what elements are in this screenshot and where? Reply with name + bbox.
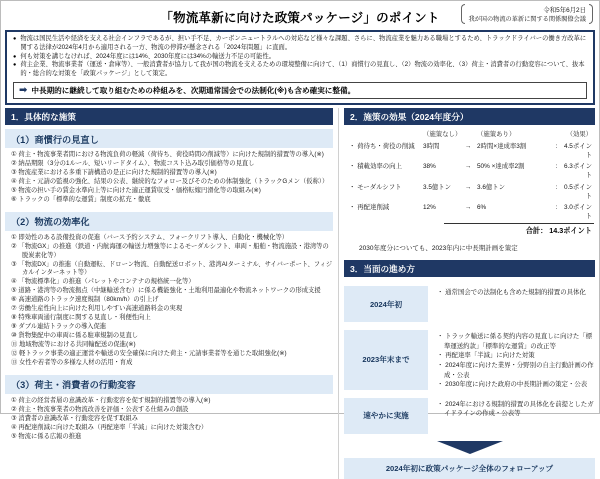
effect-after: 50% ×達成率2割 bbox=[477, 163, 525, 171]
policy-item: ① 荷主・物流事業者間における物流負荷の軽減（荷待ち、荷役時間の削減等）に向けた規制的措置等の導入(※) bbox=[11, 151, 324, 159]
title-row bbox=[5, 3, 595, 30]
summary-bullet bbox=[13, 61, 587, 79]
effect-after: 3.6億トン bbox=[477, 183, 506, 191]
section-3-header: 3．当面の進め方 bbox=[344, 260, 595, 277]
subsection-1-1-header: （1）商慣行の見直し bbox=[5, 129, 333, 148]
policy-item: ① 荷主の経営者層の意識改革・行動変容を促す規制的措置等の導入(※) bbox=[11, 396, 211, 404]
timeline-item: ・ 再配達率「半減」に向けた対策 bbox=[437, 352, 535, 360]
followup-banner: 2024年初に政策パッケージ全体のフォローアップ bbox=[344, 458, 595, 479]
effect-value: 0.5ポイント bbox=[563, 183, 592, 200]
col-header-effect: （効果） bbox=[566, 131, 592, 139]
section-1-header: 1．具体的な施策 bbox=[5, 108, 333, 125]
timeline-item: ・ 2024年度に向けた業界・分野別の自主行動計画の作成・公表 bbox=[437, 361, 594, 379]
arrow-right-icon: → bbox=[465, 183, 472, 191]
effects-table bbox=[344, 125, 595, 252]
effect-row-label: ・ 再配達削減 bbox=[349, 204, 390, 212]
subsection-1-2-header: （2）物流の効率化 bbox=[5, 212, 333, 231]
arrow-note-text: 中長期的に継続して取り組むための枠組みを、次期通常国会での法制化(※)も含め確実に整備。 bbox=[31, 86, 356, 96]
effect-after: 6% bbox=[477, 204, 487, 212]
arrow-note-box bbox=[13, 82, 587, 99]
effect-before: 3.5億トン bbox=[423, 183, 452, 191]
effect-value: 3.0ポイント bbox=[563, 204, 592, 221]
timeline-item: ・ トラック輸送に係る契約内容の見直しに向けた「標準運送約款」「標準的な運賃」の改正等 bbox=[437, 333, 593, 350]
page-title: 「物流革新に向けた政策パッケージ」のポイント bbox=[160, 11, 440, 25]
left-column bbox=[5, 108, 333, 479]
policy-item: ⑦ 労働生産性向上に向けた利用しやすい高速道路料金の実現 bbox=[11, 305, 183, 313]
timeline-row bbox=[344, 286, 595, 322]
timeline-item: ・ 2024年における規制的措置の具体化を前提としたガイドラインの作成・公表等 bbox=[437, 400, 594, 418]
effect-before: 12% bbox=[423, 204, 436, 212]
midterm-plan-note: 2030年度分についても、2023年内に中長期計画を策定 bbox=[359, 245, 518, 253]
subsection-1-3-header: （3）荷主・消費者の行動変容 bbox=[5, 375, 333, 394]
timeline-row bbox=[344, 330, 595, 390]
right-paren-shape bbox=[589, 4, 593, 24]
bullet-icon: ● bbox=[13, 62, 17, 69]
two-column-layout bbox=[5, 108, 595, 479]
bullet-icon: ● bbox=[13, 36, 17, 42]
policy-item: ⑬ 女性や若者等の多様な人材の活用・育成 bbox=[11, 358, 133, 366]
policy-item: ② 「物流GX」の推進（鉄道・内航海運の輸送力増強等によるモーダルシフト、車両・船舶・物流施設・港湾等の脱炭素化等） bbox=[11, 242, 329, 259]
policy-item: ⑤ 道路・港湾等の物流拠点（中継輸送含む）に係る機能強化・土地利用最適化や物流ネットワークの形成支援 bbox=[11, 287, 321, 295]
effect-value: 4.5ポイント bbox=[563, 142, 592, 159]
policy-item: ⑨ ダブル連結トラックの導入促進 bbox=[11, 323, 107, 331]
summary-bullet bbox=[13, 35, 587, 53]
policy-item: ④ 「物流標準化」の推進（パレットやコンテナの規格統一化等） bbox=[11, 278, 195, 286]
down-triangle-icon bbox=[437, 441, 503, 454]
colon-separator: ： bbox=[555, 183, 562, 191]
section-2-header: 2．施策の効果（2024年度分） bbox=[344, 108, 595, 125]
effect-row-label: ・ 積載効率の向上 bbox=[349, 163, 402, 171]
policy-item: ④ 再配達削減に向けた取組み（再配達率「半減」に向けた対策含む） bbox=[11, 423, 208, 431]
policy-item: ③ 物流産業における多重下請構造の是正に向けた規制的措置等の導入(※) bbox=[11, 168, 217, 176]
subsection-1-2-list bbox=[5, 233, 333, 371]
effect-before: 38% bbox=[423, 163, 436, 171]
right-arrow-icon: ➡ bbox=[19, 84, 28, 96]
colon-separator: ： bbox=[555, 163, 562, 171]
arrow-right-icon: → bbox=[465, 163, 472, 171]
subsection-1-3-list bbox=[5, 396, 333, 445]
timeline-label-end-2023: 2023年末まで bbox=[344, 330, 428, 390]
effect-row-label: ・ 荷待ち・荷役の削減 bbox=[349, 142, 415, 150]
effects-total: 合計： 14.3ポイント bbox=[444, 223, 594, 236]
policy-item: ② 荷主・物流事業者の物流改善を評価・公表する仕組みの創設 bbox=[11, 405, 189, 413]
colon-separator: ： bbox=[555, 142, 562, 150]
policy-item: ① 即効性のある設備投資の促進（バース予約システム、フォークリフト導入、自動化・機械化等） bbox=[11, 233, 289, 241]
arrow-right-icon: → bbox=[465, 204, 472, 212]
effect-value: 6.3ポイント bbox=[563, 163, 592, 180]
timeline-row bbox=[344, 398, 595, 434]
document-date: 令和5年6月2日 bbox=[543, 7, 586, 14]
policy-item: ⑧ 特殊車両通行制度に関する見直し・利便性向上 bbox=[11, 314, 151, 322]
timeline bbox=[344, 286, 595, 434]
policy-item: ⑩ 貨物集配中の車両に係る駐車規制の見直し bbox=[11, 332, 139, 339]
summary-box bbox=[5, 30, 595, 105]
policy-item: ⑤ 物流の担い手の賃金水準向上等に向けた適正運賃収受・価格転嫁円滑化等の取組み(※) bbox=[11, 186, 261, 194]
effect-after: 2時間×達成率3割 bbox=[477, 142, 527, 150]
col-header-before: （施策なし） bbox=[423, 131, 462, 139]
effect-before: 3時間 bbox=[423, 142, 440, 150]
timeline-item: ・ 通常国会での法制化も含めた規制的措置の具体化 bbox=[437, 289, 586, 297]
date-box bbox=[461, 4, 593, 24]
policy-item: ⑥ 高速道路のトラック速度規制（80km/h）の引上げ bbox=[11, 296, 159, 304]
policy-item: ⑫ 軽トラック事業の適正運営や輸送の安全確保に向けた荷主・元請事業者等を通じた取組強化(※) bbox=[11, 349, 287, 357]
right-column bbox=[338, 108, 595, 479]
summary-bullet-text: 物流は国民生活や経済を支える社会インフラであるが、担い手不足、カーボンニュートラルへの対応など様々な課題、さらに、物流産業を魅力ある職場とするため、トラックドライバーの働き方改革に関する法律が2024年4月から適用される一方、物流の停滞が懸念される「2024年問題」に直面。 bbox=[20, 35, 587, 51]
policy-item: ④ 荷主・元請の監視の強化、結果の公表、継続的なフォロー及びそのための体制強化（トラックGメン（仮称）） bbox=[11, 177, 329, 185]
col-header-after: （施策あり） bbox=[477, 131, 516, 139]
policy-item: ③ 消費者の意識改革・行動変容を促す取組み bbox=[11, 414, 139, 422]
arrow-right-icon: → bbox=[465, 142, 472, 150]
policy-item: ⑤ 物流に係る広報の推進 bbox=[11, 432, 82, 440]
summary-bullet-text: 荷主企業、物流事業者（運送・倉庫等）、一般消費者が協力して我が国の物流を支えるための環境整備に向けて、（1）商慣行の見直し、（2）物流の効率化、（3）荷主・消費者の行動変容について、抜本的・総合的な対策を「政策パッケージ」として策定。 bbox=[20, 61, 585, 78]
policy-item: ② 納品期限（3分の1ルール、短いリードタイム）、物流コスト込み取引価格等の見直し bbox=[11, 160, 255, 167]
summary-bullet-text: 何も対策を講じなければ、2024年度には14%、2030年度には34%の輸送力不足の可能性。 bbox=[20, 52, 276, 60]
policy-item: ⑪ 地域物流等における共同輸配送の促進(※) bbox=[11, 340, 136, 348]
bullet-icon: ● bbox=[13, 53, 17, 60]
policy-item: ⑥ トラックの「標準的な運賃」制度の拡充・徹底 bbox=[11, 195, 151, 203]
effect-row-label: ・ モーダルシフト bbox=[349, 183, 402, 191]
subsection-1-1-list bbox=[5, 150, 333, 208]
policy-item: ③ 「物流DX」の推進（自動運転、ドローン物流、自動配送ロボット、港湾AIターミナル、サイバーポート、フィジカルインターネット等） bbox=[11, 260, 333, 277]
timeline-label-promptly: 速やかに実施 bbox=[344, 398, 428, 434]
issuing-organization: 我が国の物流の革新に関する関係閣僚会議 bbox=[468, 16, 586, 23]
timeline-label-2024-start: 2024年初 bbox=[344, 286, 428, 322]
timeline-item: ・ 2030年度に向けた政府の中長期計画の策定・公表 bbox=[437, 381, 588, 389]
colon-separator: ： bbox=[555, 204, 562, 212]
